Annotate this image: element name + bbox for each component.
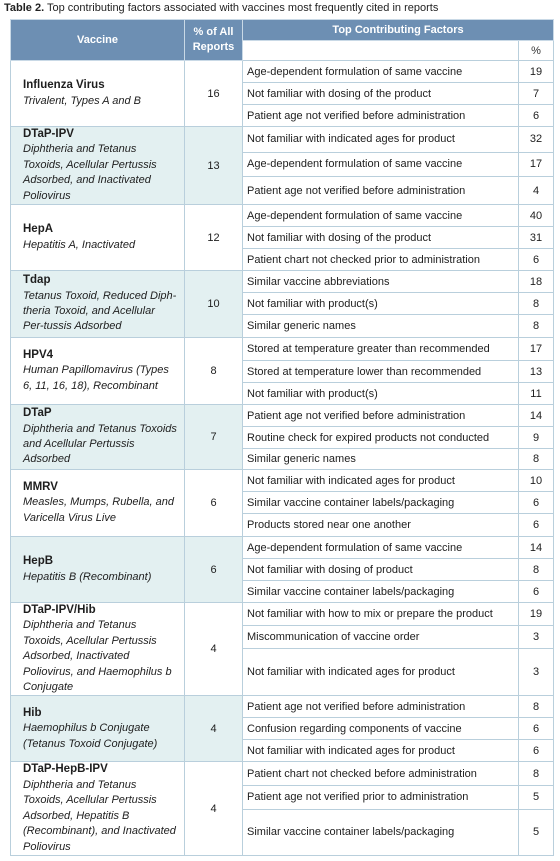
vaccine-name: HepB [23,555,54,568]
factor-text: Stored at temperature greater than recommended [243,338,519,361]
vaccine-cell [11,603,185,696]
factor-percent: 40 [519,205,554,227]
vaccine-description: Trivalent, Types A and B [23,94,141,107]
vaccine-name: DTaP [23,407,52,420]
table-row [11,537,554,559]
factor-text: Patient age not verified prior to administration [243,786,519,810]
factor-text: Age-dependent formulation of same vaccine [243,152,519,177]
factor-text: Stored at temperature lower than recommended [243,361,519,383]
percent-of-all-reports: 16 [185,61,243,127]
factor-percent: 8 [519,696,554,718]
percent-of-all-reports: 4 [185,762,243,855]
vaccine-name: HPV4 [23,348,54,361]
factor-text: Patient chart not checked before administration [243,762,519,786]
factor-percent: 19 [519,603,554,626]
percent-of-all-reports: 10 [185,271,243,338]
factor-percent: 6 [519,514,554,537]
factor-text: Not familiar with dosing of the product [243,83,519,105]
percent-of-all-reports: 13 [185,127,243,205]
percent-of-all-reports: 7 [185,405,243,470]
caption-text: Top contributing factors associated with vaccines most frequently cited in reports [47,2,439,14]
factor-text: Confusion regarding components of vaccine [243,718,519,740]
percent-of-all-reports: 12 [185,205,243,271]
percent-of-all-reports: 8 [185,338,243,405]
factor-percent: 8 [519,449,554,470]
factor-text: Not familiar with indicated ages for product [243,649,519,696]
factor-percent: 11 [519,383,554,405]
factor-text: Not familiar with dosing of the product [243,227,519,249]
factor-text: Not familiar with product(s) [243,293,519,315]
vaccine-description: Measles, Mumps, Rubella, and Varicella Virus Live [23,496,175,524]
factor-percent: 3 [519,649,554,696]
vaccine-cell [11,696,185,762]
vaccine-cell [11,338,185,405]
factor-text: Patient age not verified before administration [243,177,519,205]
factor-percent: 19 [519,61,554,83]
factor-text: Age-dependent formulation of same vaccine [243,537,519,559]
factor-text: Miscommunication of vaccine order [243,626,519,649]
factor-percent: 6 [519,718,554,740]
vaccine-cell [11,470,185,537]
factor-text: Patient age not verified before administration [243,405,519,427]
factor-text: Not familiar with indicated ages for product [243,470,519,492]
factor-percent: 6 [519,492,554,514]
vaccine-cell [11,271,185,338]
factor-text: Patient age not verified before administration [243,105,519,127]
vaccine-description: Diphtheria and Tetanus Toxoids, Acellular Pertussis Adsorbed, Inactivated Poliovirus, and Haemophilus b Conjugate [23,619,172,694]
factor-percent: 8 [519,293,554,315]
factor-text: Routine check for expired products not conducted [243,427,519,449]
table-caption [4,2,556,18]
table-row [11,696,554,718]
factor-percent: 10 [519,470,554,492]
table-row [11,405,554,427]
factor-text: Similar vaccine container labels/packaging [243,581,519,603]
factor-text: Patient chart not checked prior to administration [243,249,519,271]
vaccine-description: Diphtheria and Tetanus Toxoids, Acellular Pertussis Adsorbed, and Inactivated Poliovirus [23,143,157,202]
factor-percent: 6 [519,740,554,762]
factor-percent: 8 [519,559,554,581]
factor-percent: 4 [519,177,554,205]
vaccine-description: Tetanus Toxoid, Reduced Diph-theria Toxoid, and Acellular Per-tussis Adsorbed [23,289,177,333]
header-vaccine: Vaccine [11,20,185,61]
table-row [11,271,554,293]
vaccine-description: Hepatitis A, Inactivated [23,238,136,251]
factor-percent: 5 [519,809,554,855]
factor-percent: 17 [519,338,554,361]
table-row [11,61,554,83]
vaccine-cell [11,127,185,205]
percent-of-all-reports: 6 [185,537,243,603]
vaccine-cell [11,61,185,127]
factor-text: Age-dependent formulation of same vaccine [243,205,519,227]
vaccine-description: Diphtheria and Tetanus Toxoids, Acellular Pertussis Adsorbed, Hepatitis B (Recombinant), and Inactivated Poliovirus [23,778,176,853]
factor-percent: 6 [519,249,554,271]
factor-percent: 13 [519,361,554,383]
factor-percent: 6 [519,581,554,603]
factor-text: Similar vaccine abbreviations [243,271,519,293]
vaccine-description: Human Papillomavirus (Types 6, 11, 16, 18), Recombinant [23,364,169,392]
factor-percent: 17 [519,152,554,177]
table-row [11,603,554,626]
header-pct-all: % of All Reports [185,20,243,61]
vaccine-name: Influenza Virus [23,79,105,92]
vaccine-cell [11,762,185,855]
percent-of-all-reports: 6 [185,470,243,537]
vaccine-name: HepA [23,223,54,236]
caption-label: Table 2. [4,2,45,14]
header-factor-pct: % [519,41,554,61]
vaccine-name: MMRV [23,480,58,493]
factor-percent: 18 [519,271,554,293]
factor-percent: 8 [519,762,554,786]
table-row [11,762,554,786]
vaccine-name: DTaP-IPV [23,128,74,140]
factor-text: Similar vaccine container labels/packaging [243,492,519,514]
table-row [11,127,554,153]
factor-percent: 31 [519,227,554,249]
vaccine-name: DTaP-HepB-IPV [23,763,108,776]
factor-text: Not familiar with indicated ages for product [243,127,519,153]
vaccine-factors-table [10,19,554,856]
table-row [11,338,554,361]
factor-percent: 14 [519,405,554,427]
factor-percent: 3 [519,626,554,649]
vaccine-description: Haemophilus b Conjugate (Tetanus Toxoid Conjugate) [23,722,158,750]
vaccine-description: Diphtheria and Tetanus Toxoids and Acellular Pertussis Adsorbed [23,422,177,466]
header-factors: Top Contributing Factors [243,20,554,41]
table-row [11,205,554,227]
factor-text: Not familiar with dosing of product [243,559,519,581]
table-row [11,470,554,492]
vaccine-cell [11,205,185,271]
vaccine-description: Hepatitis B (Recombinant) [23,570,152,583]
factor-text: Not familiar with product(s) [243,383,519,405]
factor-percent: 14 [519,537,554,559]
factor-text: Not familiar with how to mix or prepare the product [243,603,519,626]
factor-text: Similar generic names [243,315,519,338]
factor-percent: 5 [519,786,554,810]
vaccine-cell [11,405,185,470]
percent-of-all-reports: 4 [185,696,243,762]
factor-text: Patient age not verified before administration [243,696,519,718]
factor-percent: 8 [519,315,554,338]
factor-text: Not familiar with indicated ages for product [243,740,519,762]
factor-percent: 6 [519,105,554,127]
factor-text: Age-dependent formulation of same vaccine [243,61,519,83]
percent-of-all-reports: 4 [185,603,243,696]
factor-percent: 32 [519,127,554,153]
factor-percent: 7 [519,83,554,105]
factor-percent: 9 [519,427,554,449]
vaccine-name: Hib [23,706,42,719]
vaccine-name: Tdap [23,274,51,287]
vaccine-name: DTaP-IPV/Hib [23,604,96,617]
vaccine-cell [11,537,185,603]
factor-text: Products stored near one another [243,514,519,537]
factor-text: Similar vaccine container labels/packaging [243,809,519,855]
factor-text: Similar generic names [243,449,519,470]
